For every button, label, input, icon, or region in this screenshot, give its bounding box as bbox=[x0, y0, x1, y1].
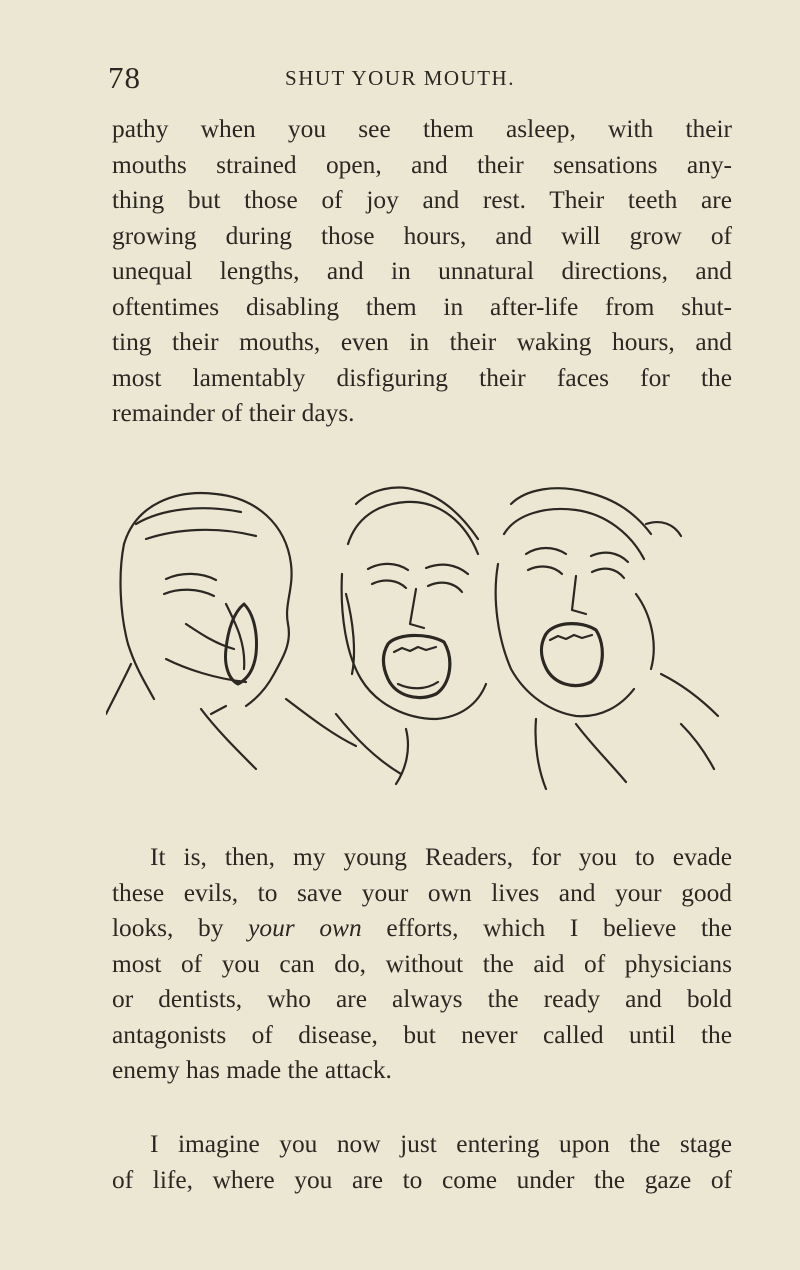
text-line: antagonists of disease, but never called until the bbox=[112, 1020, 732, 1049]
text-line bbox=[112, 911, 732, 947]
page-number: 78 bbox=[108, 60, 141, 95]
text-line: growing during those hours, and will grow of bbox=[112, 221, 732, 250]
text-fragment: efforts, which I believe the bbox=[361, 914, 732, 942]
text-line: these evils, to save your own lives and your good bbox=[112, 878, 732, 907]
text-line: It is, then, my young Readers, for you to evade bbox=[150, 843, 732, 871]
text-line: thing but those of joy and rest. Their teeth are bbox=[112, 186, 732, 214]
running-head: SHUT YOUR MOUTH. bbox=[285, 66, 515, 90]
sleeping-faces-illustration bbox=[106, 484, 734, 804]
text-fragment: looks, by bbox=[112, 914, 249, 942]
text-line: most of you can do, without the aid of physicians bbox=[112, 949, 732, 978]
paragraph-1 bbox=[112, 112, 732, 432]
text-line: pathy when you see them asleep, with their bbox=[112, 115, 732, 143]
text-line: oftentimes disabling them in after-life from shut- bbox=[112, 292, 732, 321]
text-line: enemy has made the attack. bbox=[112, 1056, 392, 1084]
middle-sleeper-face bbox=[286, 488, 486, 784]
left-sleeper-face bbox=[106, 493, 292, 769]
text-line: of life, where you are to come under the gaze of bbox=[112, 1165, 732, 1194]
text-line: I imagine you now just entering upon the stage bbox=[150, 1130, 732, 1158]
right-sleeper-face bbox=[496, 488, 718, 789]
text-line: most lamentably disfiguring their faces for the bbox=[112, 363, 732, 392]
text-line: unequal lengths, and in unnatural directions, and bbox=[112, 257, 732, 285]
text-line: ting their mouths, even in their waking hours, and bbox=[112, 328, 732, 356]
emphasized-text: your own bbox=[248, 914, 362, 942]
text-line: mouths strained open, and their sensations any- bbox=[112, 150, 732, 179]
paragraph-3 bbox=[112, 1127, 732, 1198]
text-line: or dentists, who are always the ready and bold bbox=[112, 985, 732, 1013]
paragraph-2 bbox=[112, 840, 732, 1089]
text-line: remainder of their days. bbox=[112, 399, 355, 427]
